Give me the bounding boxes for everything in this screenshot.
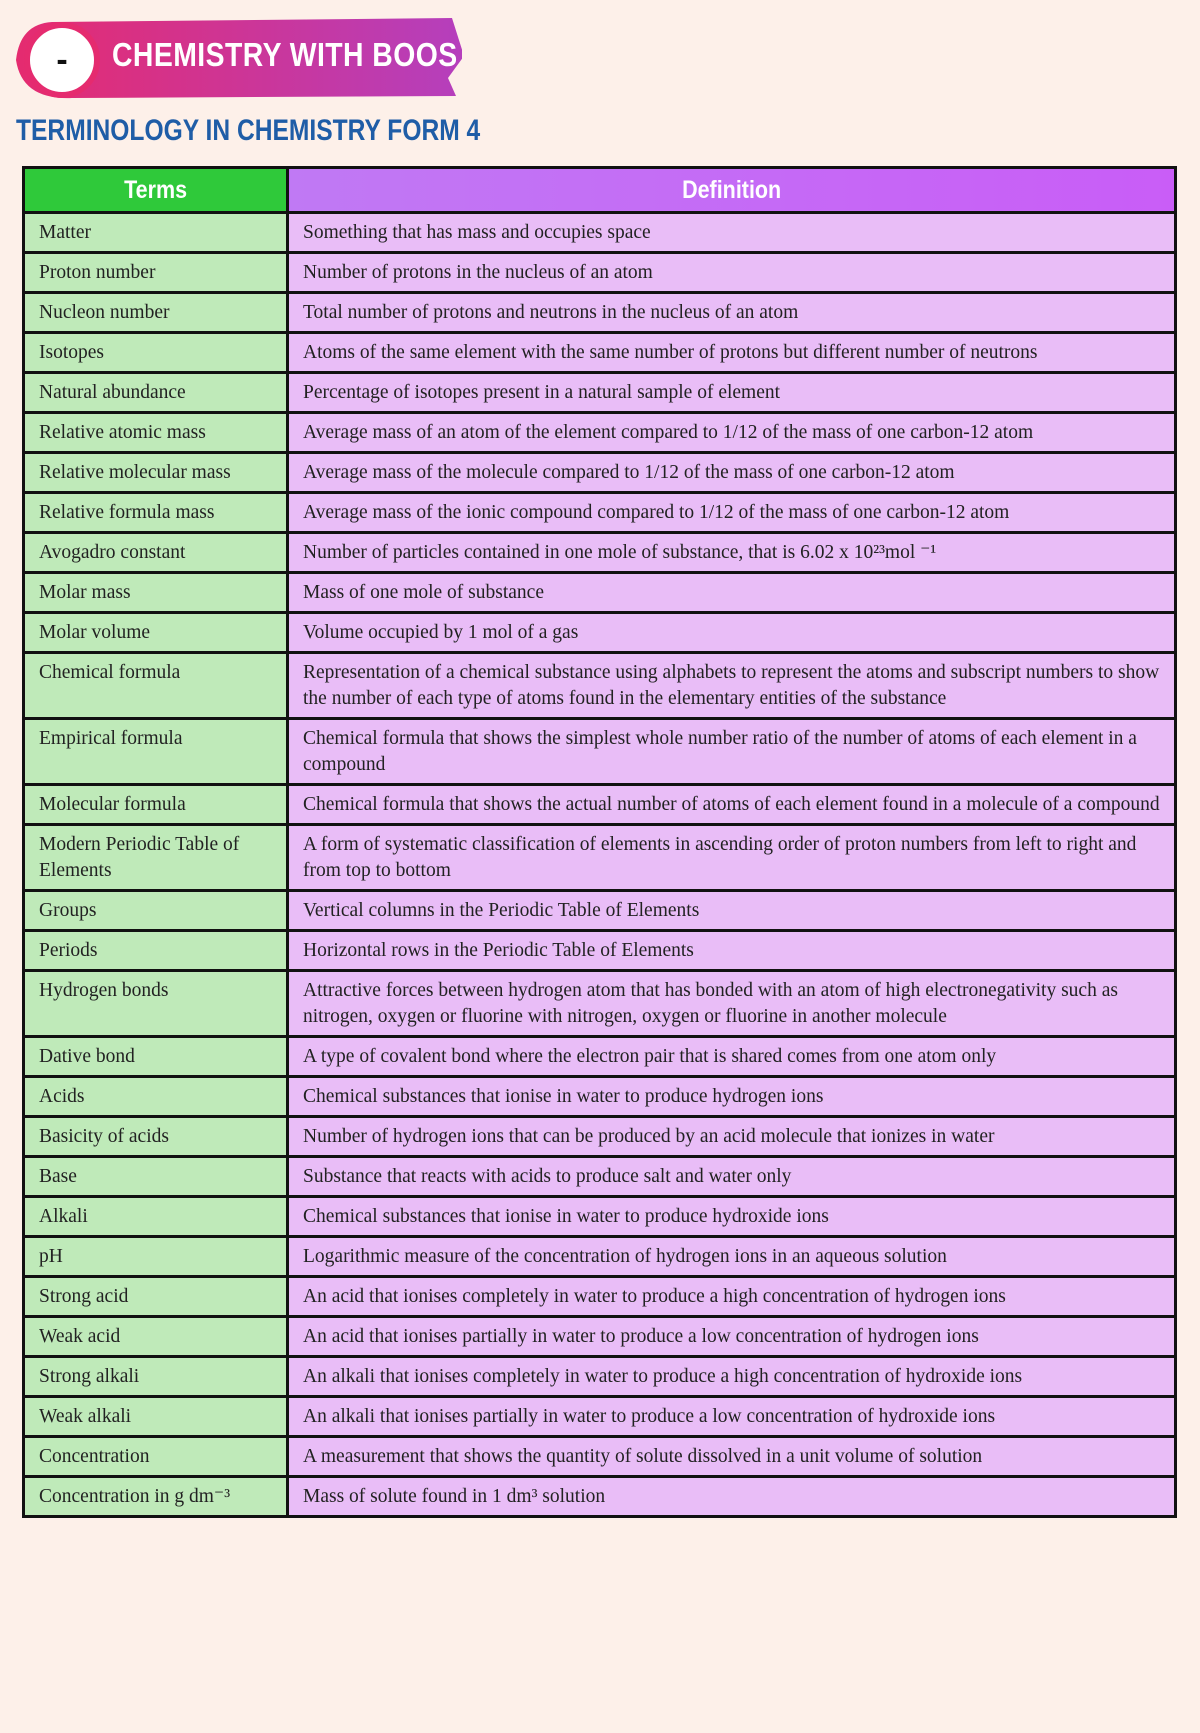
table-row (24, 1157, 1176, 1197)
table-row (24, 1197, 1176, 1237)
definition-cell: Chemical formula that shows the actual number of atoms of each element found in a molecule of a compound (288, 785, 1176, 825)
table-header-row (24, 168, 1176, 213)
banner-badge: - (24, 22, 100, 98)
definition-cell: Number of particles contained in one mole of substance, that is 6.02 x 10²³mol ⁻¹ (288, 533, 1176, 573)
table-row (24, 613, 1176, 653)
brand-banner (12, 16, 462, 102)
term-cell: Modern Periodic Table of Elements (24, 825, 288, 891)
definition-cell: A measurement that shows the quantity of solute dissolved in a unit volume of solution (288, 1437, 1176, 1477)
definition-cell: A form of systematic classification of elements in ascending order of proton numbers from left to right and from top to bottom (288, 825, 1176, 891)
definition-cell: Total number of protons and neutrons in the nucleus of an atom (288, 293, 1176, 333)
definition-cell: Chemical formula that shows the simplest whole number ratio of the number of atoms of each element in a compound (288, 719, 1176, 785)
terms-column-header: Terms (24, 168, 288, 213)
definition-cell: Vertical columns in the Periodic Table of Elements (288, 891, 1176, 931)
table-row (24, 573, 1176, 613)
table-row (24, 1397, 1176, 1437)
definition-cell: Attractive forces between hydrogen atom that has bonded with an atom of high electronegativity such as nitrogen, oxygen or fluorine with nitrogen, oxygen or fluorine in another molecule (288, 971, 1176, 1037)
term-cell: Weak acid (24, 1317, 288, 1357)
term-cell: Relative atomic mass (24, 413, 288, 453)
term-cell: Isotopes (24, 333, 288, 373)
definition-cell: An alkali that ionises partially in water to produce a low concentration of hydroxide ions (288, 1397, 1176, 1437)
definition-cell: Chemical substances that ionise in water to produce hydroxide ions (288, 1197, 1176, 1237)
term-cell: Avogadro constant (24, 533, 288, 573)
term-cell: Relative formula mass (24, 493, 288, 533)
table-row (24, 719, 1176, 785)
definition-cell: Number of protons in the nucleus of an atom (288, 253, 1176, 293)
term-cell: Acids (24, 1077, 288, 1117)
term-cell: Relative molecular mass (24, 453, 288, 493)
table-row (24, 333, 1176, 373)
definition-cell: An acid that ionises partially in water to produce a low concentration of hydrogen ions (288, 1317, 1176, 1357)
table-row (24, 1037, 1176, 1077)
table-row (24, 213, 1176, 253)
table-row (24, 1437, 1176, 1477)
definition-column-header: Definition (288, 168, 1176, 213)
definition-cell: Number of hydrogen ions that can be produced by an acid molecule that ionizes in water (288, 1117, 1176, 1157)
definition-cell: Percentage of isotopes present in a natural sample of element (288, 373, 1176, 413)
term-cell: Dative bond (24, 1037, 288, 1077)
table-row (24, 253, 1176, 293)
definition-cell: Horizontal rows in the Periodic Table of Elements (288, 931, 1176, 971)
term-cell: Base (24, 1157, 288, 1197)
term-cell: Molar volume (24, 613, 288, 653)
term-cell: Nucleon number (24, 293, 288, 333)
term-cell: Basicity of acids (24, 1117, 288, 1157)
table-row (24, 653, 1176, 719)
table-row (24, 931, 1176, 971)
table-row (24, 1237, 1176, 1277)
term-cell: Groups (24, 891, 288, 931)
table-row (24, 1477, 1176, 1517)
definition-cell: Volume occupied by 1 mol of a gas (288, 613, 1176, 653)
term-cell: Proton number (24, 253, 288, 293)
table-row (24, 413, 1176, 453)
term-cell: Molecular formula (24, 785, 288, 825)
term-cell: Alkali (24, 1197, 288, 1237)
term-cell: Strong alkali (24, 1357, 288, 1397)
term-cell: Empirical formula (24, 719, 288, 785)
term-cell: Natural abundance (24, 373, 288, 413)
table-row (24, 453, 1176, 493)
term-cell: pH (24, 1237, 288, 1277)
table-row (24, 1277, 1176, 1317)
brand-name: CHEMISTRY WITH BOOS (112, 36, 458, 73)
table-row (24, 1077, 1176, 1117)
term-cell: Hydrogen bonds (24, 971, 288, 1037)
definition-cell: Average mass of the molecule compared to 1/12 of the mass of one carbon-12 atom (288, 453, 1176, 493)
page-title: TERMINOLOGY IN CHEMISTRY FORM 4 (16, 114, 481, 147)
definition-cell: Chemical substances that ionise in water to produce hydrogen ions (288, 1077, 1176, 1117)
definition-cell: Representation of a chemical substance using alphabets to represent the atoms and subscript numbers to show the number of each type of atoms found in the elementary entities of the substance (288, 653, 1176, 719)
definition-cell: Atoms of the same element with the same number of protons but different number of neutrons (288, 333, 1176, 373)
table-row (24, 493, 1176, 533)
table-row (24, 785, 1176, 825)
table-row (24, 373, 1176, 413)
table-row (24, 1117, 1176, 1157)
table-row (24, 825, 1176, 891)
term-cell: Matter (24, 213, 288, 253)
terminology-table (22, 166, 1177, 1518)
term-cell: Concentration (24, 1437, 288, 1477)
definition-cell: Mass of solute found in 1 dm³ solution (288, 1477, 1176, 1517)
term-cell: Concentration in g dm⁻³ (24, 1477, 288, 1517)
term-cell: Periods (24, 931, 288, 971)
table-row (24, 533, 1176, 573)
term-cell: Weak alkali (24, 1397, 288, 1437)
table-row (24, 1317, 1176, 1357)
definition-cell: Average mass of the ionic compound compared to 1/12 of the mass of one carbon-12 atom (288, 493, 1176, 533)
table-row (24, 293, 1176, 333)
definition-cell: Substance that reacts with acids to produce salt and water only (288, 1157, 1176, 1197)
definition-cell: Mass of one mole of substance (288, 573, 1176, 613)
definition-cell: Average mass of an atom of the element compared to 1/12 of the mass of one carbon-12 atom (288, 413, 1176, 453)
table-row (24, 971, 1176, 1037)
definition-cell: A type of covalent bond where the electron pair that is shared comes from one atom only (288, 1037, 1176, 1077)
definition-cell: An alkali that ionises completely in water to produce a high concentration of hydroxide ions (288, 1357, 1176, 1397)
table-row (24, 1357, 1176, 1397)
term-cell: Chemical formula (24, 653, 288, 719)
definition-cell: Logarithmic measure of the concentration of hydrogen ions in an aqueous solution (288, 1237, 1176, 1277)
table-row (24, 891, 1176, 931)
definition-cell: Something that has mass and occupies space (288, 213, 1176, 253)
term-cell: Strong acid (24, 1277, 288, 1317)
term-cell: Molar mass (24, 573, 288, 613)
definition-cell: An acid that ionises completely in water to produce a high concentration of hydrogen ions (288, 1277, 1176, 1317)
